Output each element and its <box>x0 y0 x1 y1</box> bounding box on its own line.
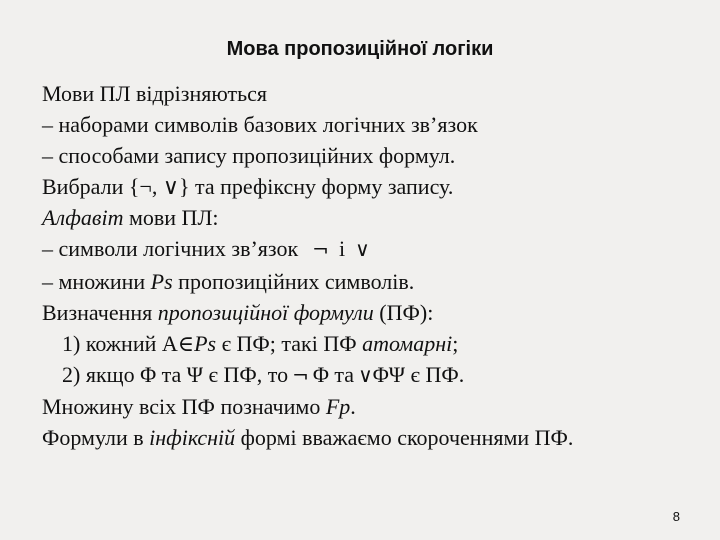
emphasis-text: інфіксній <box>149 425 236 451</box>
not-symbol: ¬ <box>139 174 152 200</box>
emphasis-text: пропозиційної формули <box>157 299 374 325</box>
line-4 <box>42 171 702 202</box>
text: ΦΨ є ПФ. <box>372 361 465 387</box>
line-12 <box>42 422 702 453</box>
text: . <box>350 393 356 419</box>
or-symbol: ∨ <box>162 174 179 200</box>
line-6 <box>42 233 702 265</box>
line-7 <box>42 266 702 297</box>
text: – символи логічних зв’язок <box>42 236 299 262</box>
page-number: 8 <box>672 509 680 524</box>
text: Мови ПЛ відрізняються <box>42 81 268 106</box>
text: Множину всіх ПФ позначимо <box>42 393 326 419</box>
element-of-symbol: ∈ <box>177 330 195 356</box>
text: 2) якщо Φ та Ψ є ПФ, то <box>62 361 289 387</box>
or-symbol: ∨ <box>358 362 373 387</box>
text: пропозиційних символів. <box>172 268 415 294</box>
not-symbol: ¬ <box>312 237 329 262</box>
text: Φ та <box>312 361 355 387</box>
text: Визначення <box>42 299 158 325</box>
line-5 <box>42 202 702 233</box>
text: ; <box>452 330 459 356</box>
emphasis-text: Ps <box>150 268 173 294</box>
text: , <box>151 174 163 200</box>
text: – способами запису пропозиційних формул. <box>42 143 456 169</box>
text: – наборами символів базових логічних зв’язок <box>42 112 478 138</box>
text: – множини <box>42 268 151 294</box>
text: Вибрали { <box>42 174 140 200</box>
line-9 <box>42 328 702 359</box>
line-8 <box>42 297 702 328</box>
text: 1) кожний A <box>62 330 178 356</box>
text: мови ПЛ: <box>123 205 219 231</box>
line-1 <box>42 78 702 109</box>
emphasis-text: Fp <box>325 393 351 419</box>
emphasis-text: Алфавіт <box>42 205 124 231</box>
line-11 <box>42 391 702 422</box>
emphasis-text: Ps <box>194 330 217 356</box>
or-symbol: ∨ <box>355 237 370 262</box>
text: формі вважаємо скороченнями ПФ. <box>235 425 574 451</box>
text: є ПФ; такі ПФ <box>216 330 363 356</box>
emphasis-text: атомарні <box>362 330 453 356</box>
text: } та префіксну форму запису. <box>178 174 454 200</box>
line-3 <box>42 140 702 171</box>
slide-title: Мова пропозиційної логіки <box>226 38 494 60</box>
line-2 <box>42 109 702 140</box>
slide-body <box>42 78 702 453</box>
line-10 <box>42 359 702 391</box>
text: і <box>338 236 346 262</box>
not-symbol: ¬ <box>292 362 309 387</box>
text: Формули в <box>42 425 150 451</box>
text: (ПФ): <box>373 299 434 325</box>
